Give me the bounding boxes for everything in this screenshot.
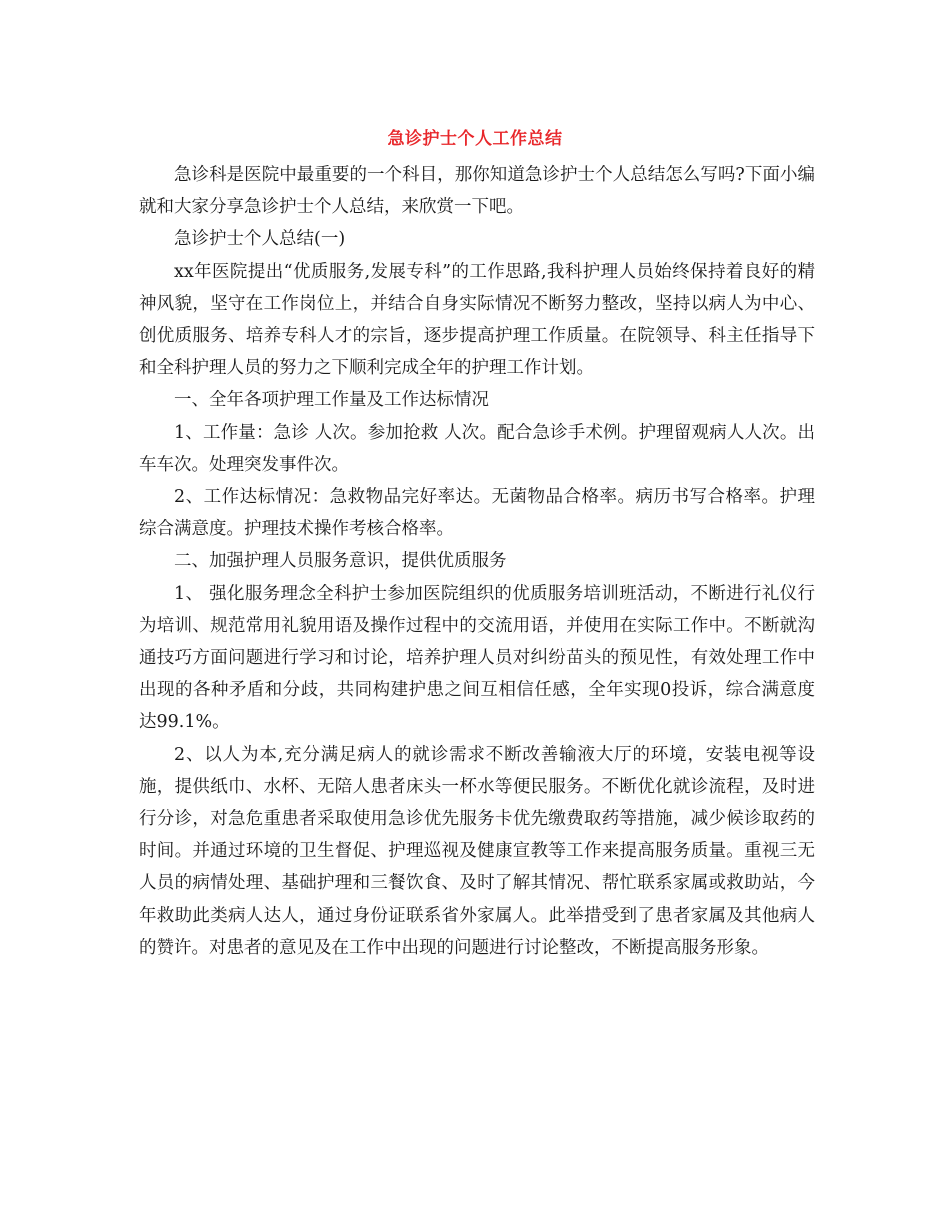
paragraph-workload: 1、工作量：急诊 人次。参加抢救 人次。配合急诊手术例。护理留观病人人次。出车车次。处理突发事件次。 bbox=[139, 422, 815, 475]
document-body bbox=[139, 159, 815, 964]
paragraph-intro: 急诊科是医院中最重要的一个科目，那你知道急诊护士个人总结怎么写吗?下面小编就和大家分享急诊护士个人总结，来欣赏一下吧。 bbox=[139, 165, 815, 218]
paragraph-standards: 2、工作达标情况：急救物品完好率达。无菌物品合格率。病历书写合格率。护理综合满意度。护理技术操作考核合格率。 bbox=[139, 487, 815, 540]
section-heading-workload: 一、全年各项护理工作量及工作达标情况 bbox=[174, 390, 489, 411]
paragraph-service-concept: 1、 强化服务理念全科护士参加医院组织的优质服务培训班活动，不断进行礼仪行为培训、规范常用礼貌用语及操作过程中的交流用语，并使用在实际工作中。不断就沟通技巧方面问题进行学习和讨论，培养护理人员对纠纷苗头的预见性，有效处理工作中出现的各种矛盾和分歧，共同构建护患之间互相信任感，全年实现0投诉，综合满意度达99.1%。 bbox=[139, 583, 815, 733]
section-heading-service: 二、加强护理人员服务意识，提供优质服务 bbox=[174, 551, 507, 572]
section-heading-summary-one: 急诊护士个人总结(一) bbox=[174, 229, 346, 250]
paragraph-patient-centered: 2、以人为本,充分满足病人的就诊需求不断改善输液大厅的环境，安装电视等设施，提供纸巾、水杯、无陪人患者床头一杯水等便民服务。不断优化就诊流程，及时进行分诊，对急危重患者采取使用急诊优先服务卡优先缴费取药等措施，减少候诊取药的时间。并通过环境的卫生督促、护理巡视及健康宣教等工作来提高服务质量。重视三无人员的病情处理、基础护理和三餐饮食、及时了解其情况、帮忙联系家属或救助站，今年救助此类病人达人，通过身份证联系省外家属人。此举措受到了患者家属及其他病人的赞许。对患者的意见及在工作中出现的问题进行讨论整改，不断提高服务形象。 bbox=[139, 744, 815, 958]
document-title: 急诊护士个人工作总结 bbox=[387, 129, 563, 149]
paragraph-overview: xx年医院提出“优质服务,发展专科”的工作思路,我科护理人员始终保持着良好的精神风貌，坚守在工作岗位上，并结合自身实际情况不断努力整改，坚持以病人为中心、创优质服务、培养专科人才的宗旨，逐步提高护理工作质量。在院领导、科主任指导下和全科护理人员的努力之下顺利完成全年的护理工作计划。 bbox=[139, 261, 815, 379]
